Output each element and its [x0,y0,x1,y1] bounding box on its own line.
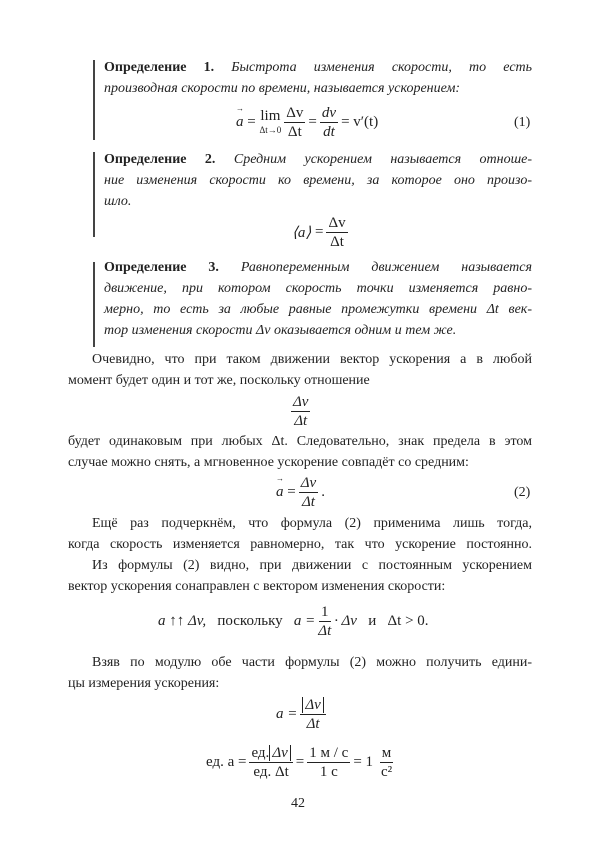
definition-label: Определение 2. [104,152,216,167]
denominator: 1 с [319,764,338,780]
symbol: lim [260,107,281,124]
paragraph-line: момент будет один и тот же, поскольку отношение [68,373,370,388]
fraction [380,744,394,781]
symbol: ⟨a⟩ [292,225,312,241]
denominator: Δt [330,234,344,250]
definition-3-line: движение, при котором скорость точки изменяется равно- [104,281,532,296]
definition-3-line: тор изменения скорости Δv оказывается одним и тем же. [104,323,457,338]
symbol: a ↑↑ Δv, [158,613,207,629]
definition-bar [93,60,95,140]
definition-3-line: мерно, то есть за любые равные промежутки времени Δt век- [104,302,532,317]
symbol: = [247,114,256,130]
denominator: ед. Δt [253,764,289,780]
definition-3-line [104,258,532,278]
paragraph-line: Очевидно, что при таком движении вектор ускорения a в любой [92,352,532,367]
symbol: · Δv [334,613,357,629]
formula-magnitude [276,696,329,733]
numerator: Δv [302,697,323,713]
numerator: Δv [328,215,346,231]
paragraph-line: будет одинаковым при любых Δt. Следовательно, знак предела в этом [68,434,532,449]
denominator: Δt [301,494,315,510]
fraction [299,474,318,511]
symbol: → a [236,114,244,131]
definition-label: Определение 1. [104,60,215,75]
definition-1-line [104,58,532,78]
symbol: = v′(t) [341,114,379,130]
denominator: Δt [318,623,332,639]
denominator: Δt [294,413,308,429]
text: поскольку [217,613,283,629]
fraction [284,104,305,141]
equation-number: (2) [514,485,531,500]
numerator: 1 м / с [309,745,349,761]
text: ед. [251,745,270,761]
text: Быстрота изменения скорости, то есть [231,60,533,75]
text: Равнопеременным движением называется [240,260,532,275]
fraction [318,603,331,640]
text: и [368,613,377,629]
formula-units [206,744,396,781]
numerator: Δv [293,394,309,410]
paragraph-line: случае можно снять, а мгновенное ускорение совпадёт со средним: [68,455,469,470]
definition-2-line [104,150,532,170]
text: Средним ускорением называется отноше- [233,152,533,167]
fraction [249,744,292,781]
fraction [320,104,338,141]
definition-bar [93,262,95,347]
denominator: dt [323,124,335,140]
equation-number: (1) [514,115,531,130]
fraction [307,744,350,781]
numerator: Δv [300,475,317,491]
paragraph-line: вектор ускорения сонаправлен с вектором изменения скорости: [68,579,446,594]
paragraph-line: Из формулы (2) видно, при движении с постоянным ускорением [92,558,532,573]
symbol: ед. a = [206,754,247,770]
limit [259,109,281,137]
symbol: . [321,484,325,500]
definition-bar [93,152,95,237]
numerator: dv [321,105,337,121]
fraction [326,214,347,251]
numerator: Δv [269,745,290,761]
symbol: → a [276,484,284,501]
paragraph-line: Взяв по модулю обе части формулы (2) можно получить едини- [92,655,532,670]
paragraph-line: цы измерения ускорения: [68,676,220,691]
page-number: 42 [291,796,305,811]
denominator: с² [380,764,393,780]
symbol: = [287,484,296,500]
symbol: Δt > 0. [387,613,429,629]
fraction [291,393,310,430]
numerator: Δv [286,105,304,121]
symbol: Δt→0 [259,124,282,135]
numerator: м [381,745,392,761]
numerator: 1 [321,604,329,620]
symbol: = [314,224,324,240]
symbol: a = [276,706,298,722]
definition-1-line: производная скорости по времени, называется ускорением: [104,81,461,96]
paragraph-line: когда скорость изменяется равномерно, так что ускорение постоянно. [68,537,532,552]
definition-2-line: шло. [104,194,132,209]
symbol: = 1 [353,754,374,770]
fraction [300,696,325,733]
paragraph-line: Ещё раз подчеркнём, что формула (2) применима лишь тогда, [92,516,532,531]
denominator: Δt [287,124,302,140]
definition-2-line: ние изменения скорости ко времени, за которое оно произо- [104,173,532,188]
symbol: a = [293,613,316,629]
formula-codirectional [158,603,429,640]
formula-2 [276,474,325,511]
formula-1: → a = lim Δt→0 $\frac{\Delta v}{\Delta t}$ = $\frac{dv}{dt}$ = v′(t) [236,104,378,141]
formula-ratio [288,393,313,430]
formula-average [292,214,351,251]
definition-label: Определение 3. [104,260,219,275]
denominator: Δt [306,716,320,732]
symbol: = [295,754,305,770]
